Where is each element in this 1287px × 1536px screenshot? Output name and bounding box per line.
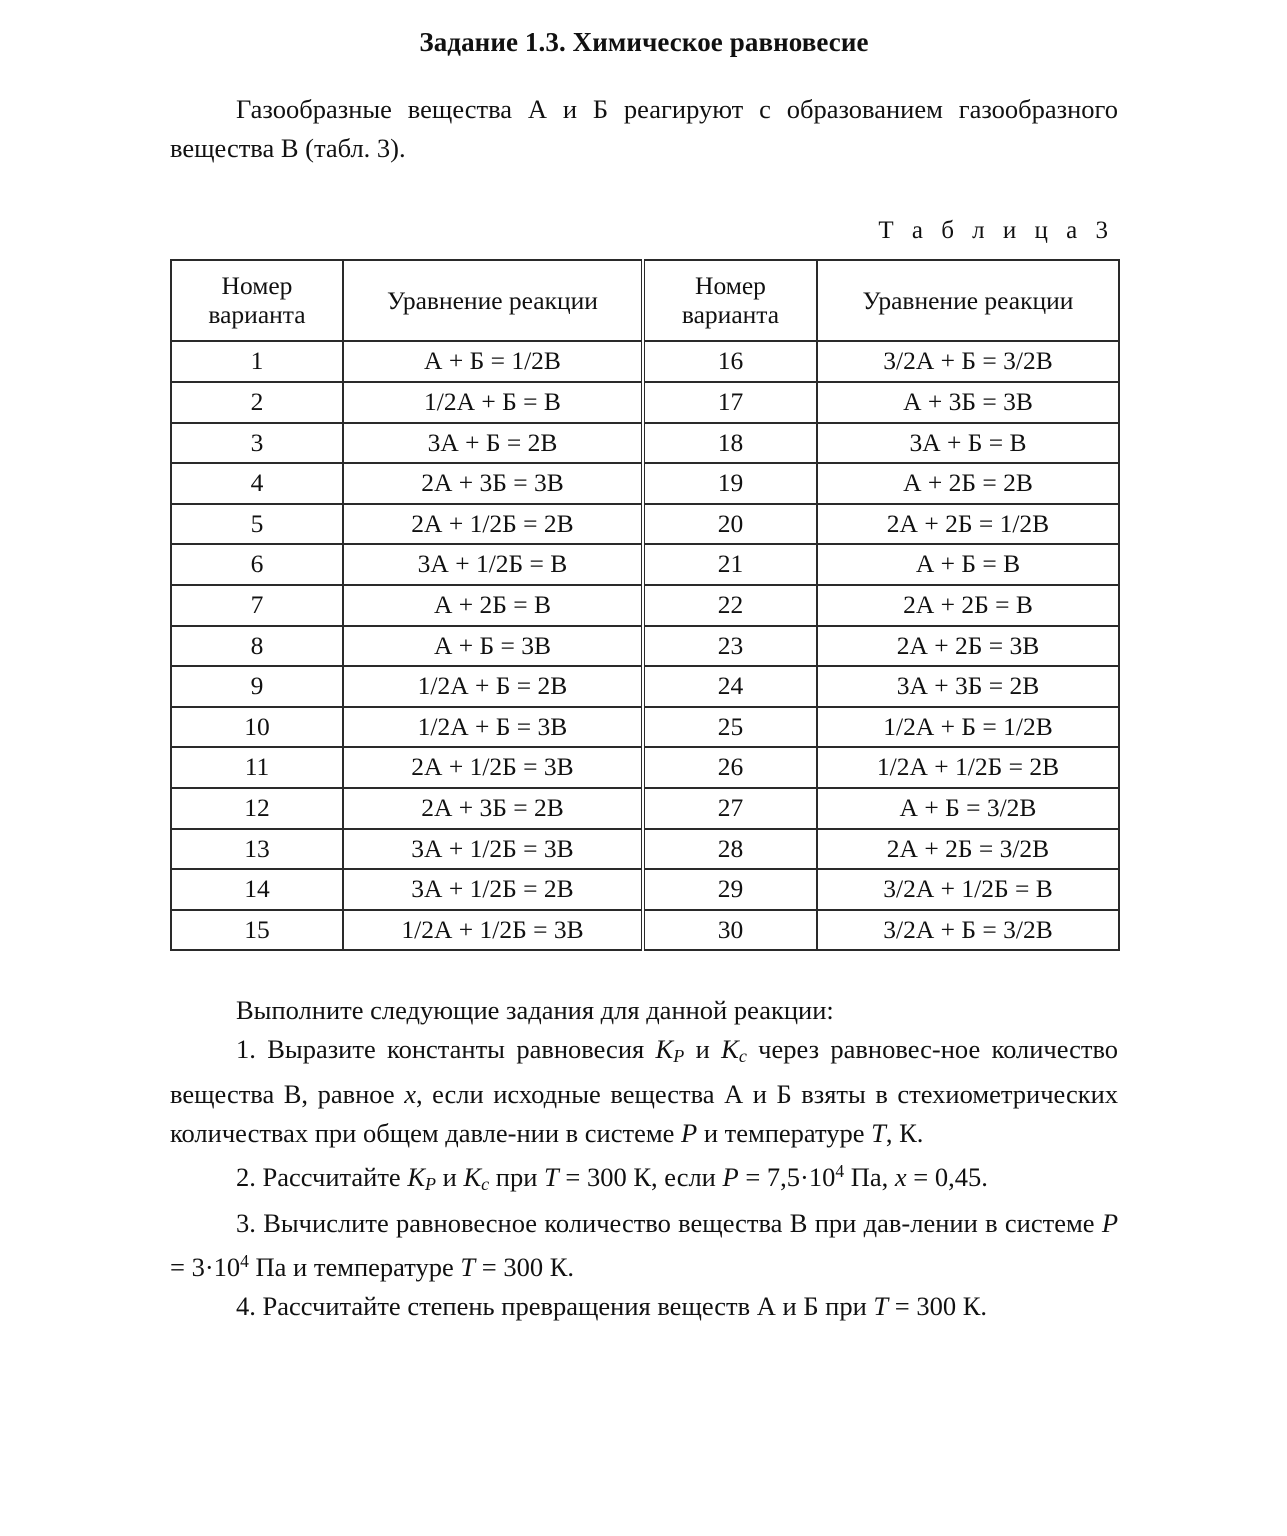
cell-equation-right: А + 3Б = 3В bbox=[817, 382, 1119, 423]
cell-equation-left: А + 2Б = В bbox=[343, 585, 643, 626]
cell-equation-right: А + Б = В bbox=[817, 544, 1119, 585]
header-equation-left: Уравнение реакции bbox=[343, 260, 643, 341]
spacer-before-table bbox=[170, 245, 1118, 259]
intro-paragraph: Газообразные вещества А и Б реагируют с образованием газообразного вещества В (табл. 3). bbox=[170, 94, 1118, 163]
task-4-text-a: Рассчитайте степень превращения веществ А и Б при bbox=[262, 1290, 867, 1321]
task-3-t-value: = 300 К. bbox=[481, 1252, 574, 1283]
cell-equation-left: 1/2А + 1/2Б = 3В bbox=[343, 910, 643, 951]
cell-variant-number-left: 7 bbox=[171, 585, 343, 626]
task-1-conjunction: и bbox=[695, 1033, 710, 1064]
cell-variant-number-left: 4 bbox=[171, 463, 343, 504]
task-1-kc-subscript: c bbox=[738, 1045, 747, 1066]
cell-variant-number-right: 23 bbox=[643, 626, 817, 667]
spacer-before-caption bbox=[170, 167, 1118, 217]
header-variant-number-right-line1: Номер bbox=[695, 271, 766, 301]
task-2-t-value: = 300 К, если bbox=[565, 1162, 716, 1193]
cell-variant-number-left: 5 bbox=[171, 504, 343, 545]
cell-equation-right: А + 2Б = 2В bbox=[817, 463, 1119, 504]
task-2-p-value: = 7,5·10 bbox=[745, 1162, 836, 1193]
task-3-p-value: = 3·10 bbox=[170, 1252, 241, 1283]
header-variant-number-left-line1: Номер bbox=[221, 271, 293, 301]
task-2-text-b: при bbox=[495, 1162, 538, 1193]
page-title: Задание 1.3. Химическое равновесие bbox=[419, 27, 869, 57]
cell-equation-left: 3А + 1/2Б = 2В bbox=[343, 869, 643, 910]
cell-equation-right: 3А + Б = В bbox=[817, 423, 1119, 464]
table-row bbox=[171, 585, 1119, 626]
cell-equation-right: 1/2А + Б = 1/2В bbox=[817, 707, 1119, 748]
cell-variant-number-right: 27 bbox=[643, 788, 817, 829]
cell-equation-left: 2А + 1/2Б = 2В bbox=[343, 504, 643, 545]
cell-variant-number-left: 12 bbox=[171, 788, 343, 829]
task-2-p-exponent: 4 bbox=[835, 1161, 845, 1182]
cell-equation-right: 2А + 2Б = В bbox=[817, 585, 1119, 626]
cell-variant-number-right: 28 bbox=[643, 829, 817, 870]
task-2-conjunction: и bbox=[442, 1162, 457, 1193]
cell-variant-number-right: 25 bbox=[643, 707, 817, 748]
cell-equation-left: А + Б = 1/2В bbox=[343, 341, 643, 382]
task-4-t-value: = 300 К. bbox=[894, 1290, 988, 1321]
cell-equation-right: 3/2А + Б = 3/2В bbox=[817, 910, 1119, 951]
variants-table-wrapper bbox=[170, 259, 1118, 951]
cell-equation-right: 2А + 2Б = 3В bbox=[817, 626, 1119, 667]
cell-equation-right: 2А + 2Б = 1/2В bbox=[817, 504, 1119, 545]
header-variant-number-right-line2: варианта bbox=[681, 299, 780, 329]
cell-equation-left: 1/2А + Б = В bbox=[343, 382, 643, 423]
task-3-text-a: Вычислите равновесное количество вещества В при дав-лении в системе bbox=[263, 1207, 1095, 1238]
task-1-text-b: через равновес-ное количество вещества В, равное bbox=[170, 1033, 1119, 1110]
cell-variant-number-left: 6 bbox=[171, 544, 343, 585]
header-variant-number-left-line2: варианта bbox=[208, 299, 306, 329]
task-1-kp-subscript: P bbox=[673, 1045, 685, 1066]
cell-variant-number-left: 11 bbox=[171, 747, 343, 788]
cell-variant-number-right: 24 bbox=[643, 666, 817, 707]
cell-equation-right: 3/2А + 1/2Б = В bbox=[817, 869, 1119, 910]
task-1-text-c: , если исходные вещества А и Б взяты в стехиометрических количествах при общем давле-нии в системе bbox=[170, 1079, 1119, 1148]
cell-equation-right: 2А + 2Б = 3/2В bbox=[817, 829, 1119, 870]
task-item-1 bbox=[170, 1030, 1118, 1152]
table-header bbox=[171, 260, 1119, 341]
task-3-var-t: T bbox=[460, 1252, 476, 1283]
table-row bbox=[171, 829, 1119, 870]
task-item-3 bbox=[170, 1204, 1118, 1287]
cell-variant-number-left: 1 bbox=[171, 341, 343, 382]
table-row bbox=[171, 626, 1119, 667]
cell-variant-number-right: 29 bbox=[643, 869, 817, 910]
task-2-kc-subscript: c bbox=[481, 1174, 490, 1195]
cell-variant-number-left: 15 bbox=[171, 910, 343, 951]
table-row bbox=[171, 869, 1119, 910]
task-1-kp: K bbox=[655, 1033, 674, 1064]
task-1-text-a: Выразите константы равновесия bbox=[267, 1033, 645, 1064]
task-3-number: 3. bbox=[236, 1207, 256, 1238]
cell-variant-number-left: 9 bbox=[171, 666, 343, 707]
task-2-p-unit: Па, bbox=[850, 1162, 889, 1193]
header-variant-number-right bbox=[643, 260, 817, 341]
cell-equation-left: 3А + 1/2Б = 3В bbox=[343, 829, 643, 870]
task-4-var-t: T bbox=[873, 1290, 889, 1321]
task-4-number: 4. bbox=[236, 1290, 256, 1321]
task-1-kc: K bbox=[721, 1033, 739, 1064]
cell-variant-number-right: 26 bbox=[643, 747, 817, 788]
task-1-var-x: x bbox=[404, 1079, 416, 1110]
task-3-p-exponent: 4 bbox=[240, 1251, 249, 1272]
cell-equation-left: 2А + 1/2Б = 3В bbox=[343, 747, 643, 788]
table-row bbox=[171, 341, 1119, 382]
table-row bbox=[171, 463, 1119, 504]
cell-variant-number-right: 22 bbox=[643, 585, 817, 626]
cell-variant-number-right: 30 bbox=[643, 910, 817, 951]
cell-equation-left: 2А + 3Б = 2В bbox=[343, 788, 643, 829]
header-equation-right: Уравнение реакции bbox=[817, 260, 1119, 341]
task-2-kp: K bbox=[407, 1162, 426, 1193]
task-3-var-p: P bbox=[1101, 1207, 1119, 1238]
cell-variant-number-right: 16 bbox=[643, 341, 817, 382]
task-2-var-x: x bbox=[894, 1162, 907, 1193]
cell-variant-number-right: 18 bbox=[643, 423, 817, 464]
task-2-var-t: T bbox=[544, 1162, 559, 1193]
table-row bbox=[171, 788, 1119, 829]
table-body bbox=[171, 341, 1119, 950]
cell-equation-left: 2А + 3Б = 3В bbox=[343, 463, 643, 504]
header-variant-number-left bbox=[171, 260, 343, 341]
table-row bbox=[171, 423, 1119, 464]
cell-equation-left: 1/2А + Б = 3В bbox=[343, 707, 643, 748]
cell-equation-left: 3А + Б = 2В bbox=[343, 423, 643, 464]
cell-variant-number-right: 17 bbox=[643, 382, 817, 423]
task-3-p-unit: Па и температуре bbox=[255, 1252, 454, 1283]
tasks-lead-in: Выполните следующие задания для данной реакции: bbox=[236, 995, 834, 1026]
cell-variant-number-right: 19 bbox=[643, 463, 817, 504]
cell-variant-number-left: 2 bbox=[171, 382, 343, 423]
table-row bbox=[171, 707, 1119, 748]
page-content bbox=[170, 0, 1118, 1325]
task-2-kc: K bbox=[463, 1162, 482, 1193]
task-2-x-value: = 0,45. bbox=[913, 1162, 988, 1193]
cell-variant-number-left: 8 bbox=[171, 626, 343, 667]
table-row bbox=[171, 910, 1119, 951]
task-2-kp-subscript: P bbox=[425, 1174, 437, 1195]
task-1-number: 1. bbox=[236, 1033, 256, 1064]
cell-variant-number-left: 13 bbox=[171, 829, 343, 870]
cell-variant-number-right: 20 bbox=[643, 504, 817, 545]
table-row bbox=[171, 666, 1119, 707]
table-caption: Т а б л и ц а 3 bbox=[878, 217, 1114, 245]
cell-equation-right: 3А + 3Б = 2В bbox=[817, 666, 1119, 707]
task-item-2 bbox=[170, 1152, 1118, 1204]
cell-variant-number-left: 14 bbox=[171, 869, 343, 910]
variants-table bbox=[170, 259, 1120, 951]
task-1-var-t: T bbox=[871, 1117, 886, 1148]
cell-equation-right: 3/2А + Б = 3/2В bbox=[817, 341, 1119, 382]
task-2-var-p: P bbox=[722, 1162, 739, 1193]
cell-variant-number-right: 21 bbox=[643, 544, 817, 585]
cell-variant-number-left: 10 bbox=[171, 707, 343, 748]
task-2-number: 2. bbox=[236, 1162, 256, 1193]
cell-variant-number-left: 3 bbox=[171, 423, 343, 464]
spacer-after-table bbox=[170, 951, 1118, 991]
task-item-4 bbox=[170, 1287, 1118, 1326]
table-header-row bbox=[171, 260, 1119, 341]
table-row bbox=[171, 382, 1119, 423]
cell-equation-right: А + Б = 3/2В bbox=[817, 788, 1119, 829]
task-1-text-d: и температуре bbox=[703, 1117, 865, 1148]
cell-equation-left: А + Б = 3В bbox=[343, 626, 643, 667]
task-1-text-e: , К. bbox=[885, 1117, 924, 1148]
cell-equation-left: 3А + 1/2Б = В bbox=[343, 544, 643, 585]
table-row bbox=[171, 544, 1119, 585]
table-row bbox=[171, 504, 1119, 545]
task-1-var-p: P bbox=[681, 1117, 698, 1148]
cell-equation-left: 1/2А + Б = 2В bbox=[343, 666, 643, 707]
table-row bbox=[171, 747, 1119, 788]
cell-equation-right: 1/2А + 1/2Б = 2В bbox=[817, 747, 1119, 788]
task-2-text-a: Рассчитайте bbox=[262, 1162, 401, 1193]
